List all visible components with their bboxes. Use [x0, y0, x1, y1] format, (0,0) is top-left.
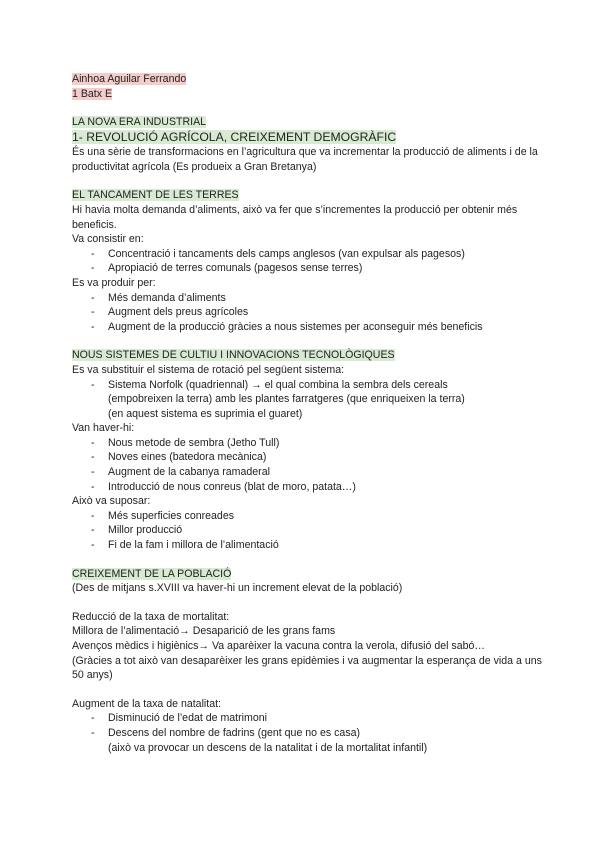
poblacio-paragraph: (Des de mitjans s.XVIII va haver-hi un increment elevat de la població)	[72, 582, 403, 595]
consist-label: Va consistir en:	[72, 233, 144, 246]
list-item: - Més superficies conreades	[72, 509, 542, 524]
meant-label: Això va suposar:	[72, 495, 151, 508]
list-item: - Introducció de nous conreus (blat de moro, patata…)	[72, 480, 542, 495]
heading-tancament: EL TANCAMENT DE LES TERRES	[72, 189, 239, 202]
list-item: - Nous metode de sembra (Jetho Tull)	[72, 436, 542, 451]
meant-list	[72, 509, 542, 553]
produce-label: Es va produir per:	[72, 276, 156, 289]
main-title: LA NOVA ERA INDUSTRIAL	[72, 116, 207, 129]
had-label: Van haver-hi:	[72, 422, 135, 435]
produce-list	[72, 291, 542, 335]
mortality-note: (Gràcies a tot això van desaparèixer les grans epidèmies i va augmentar la esperança de vida a uns 50 anys)	[72, 654, 542, 682]
list-item: - Concentració i tancaments dels camps anglesos (van expulsar als pagesos)	[72, 247, 542, 262]
list-item: - Augment de la producció gràcies a nous sistemes per aconseguir més beneficis	[72, 320, 542, 335]
tancament-paragraph: Hi havia molta demanda d’aliments, això va fer que s’incrementes la producció per obtenir més beneficis.	[72, 203, 518, 231]
list-item: - Augment de la cabanya ramaderal	[72, 465, 542, 480]
list-item: - Apropiació de terres comunals (pagesos sense terres)	[72, 261, 542, 276]
list-item: - Noves eines (batedora mecànica)	[72, 450, 542, 465]
document-page	[72, 72, 542, 755]
mortality-label: Reducció de la taxa de mortalitat:	[72, 610, 230, 623]
intro-paragraph: És una sèrie de transformacions en l’agricultura que va incrementar la producció de aliments i de la productivitat agrícola (Es produeix a Gran Bretanya)	[72, 146, 538, 173]
list-item: - Fi de la fam i millora de l’alimentació	[72, 538, 542, 553]
consist-list	[72, 247, 542, 276]
section-title: 1- REVOLUCIÓ AGRÍCOLA, CREIXEMENT DEMOGRÀFIC	[72, 129, 397, 144]
list-item: - Augment dels preus agrícoles	[72, 305, 542, 320]
norfolk-note: (en aquest sistema es suprimia el guaret)	[108, 407, 303, 420]
heading-poblacio: CREIXEMENT DE LA POBLACIÓ	[72, 567, 232, 580]
author-name: Ainhoa Aguilar Ferrando	[72, 73, 187, 85]
natality-note: (això va provocar un descens de la natalitat i de la mortalitat infantil)	[108, 741, 428, 754]
mortality-line-1: Millora de l’alimentació→ Desaparició de les grans fams	[72, 625, 336, 638]
natality-label: Augment de la taxa de natalitat:	[72, 697, 222, 710]
list-item: - Descens del nombre de fadrins (gent que no es casa)	[72, 726, 542, 741]
natality-list	[72, 711, 542, 740]
list-item: - Sistema Norfolk (quadriennal) → el qual combina la sembra dels cereals	[72, 378, 542, 393]
list-item: - Més demanda d’aliments	[72, 291, 542, 306]
sistemes-paragraph: Es va substituir el sistema de rotació pel següent sistema:	[72, 363, 345, 376]
class-name: 1 Batx E	[72, 87, 113, 100]
had-list	[72, 436, 542, 494]
list-item: - Millor producció	[72, 523, 542, 538]
heading-sistemes: NOUS SISTEMES DE CULTIU I INNOVACIONS TECNOLÒGIQUES	[72, 349, 395, 362]
mortality-line-2: Avenços mèdics i higiènics→ Va aparèixer la vacuna contra la verola, difusió del sabó…	[72, 640, 485, 652]
norfolk-list	[72, 378, 542, 393]
list-item: - Disminució de l’edat de matrimoni	[72, 711, 542, 726]
norfolk-continuation: (empobreixen la terra) amb les plantes farratgeres (que enriqueixen la terra)	[108, 393, 465, 406]
